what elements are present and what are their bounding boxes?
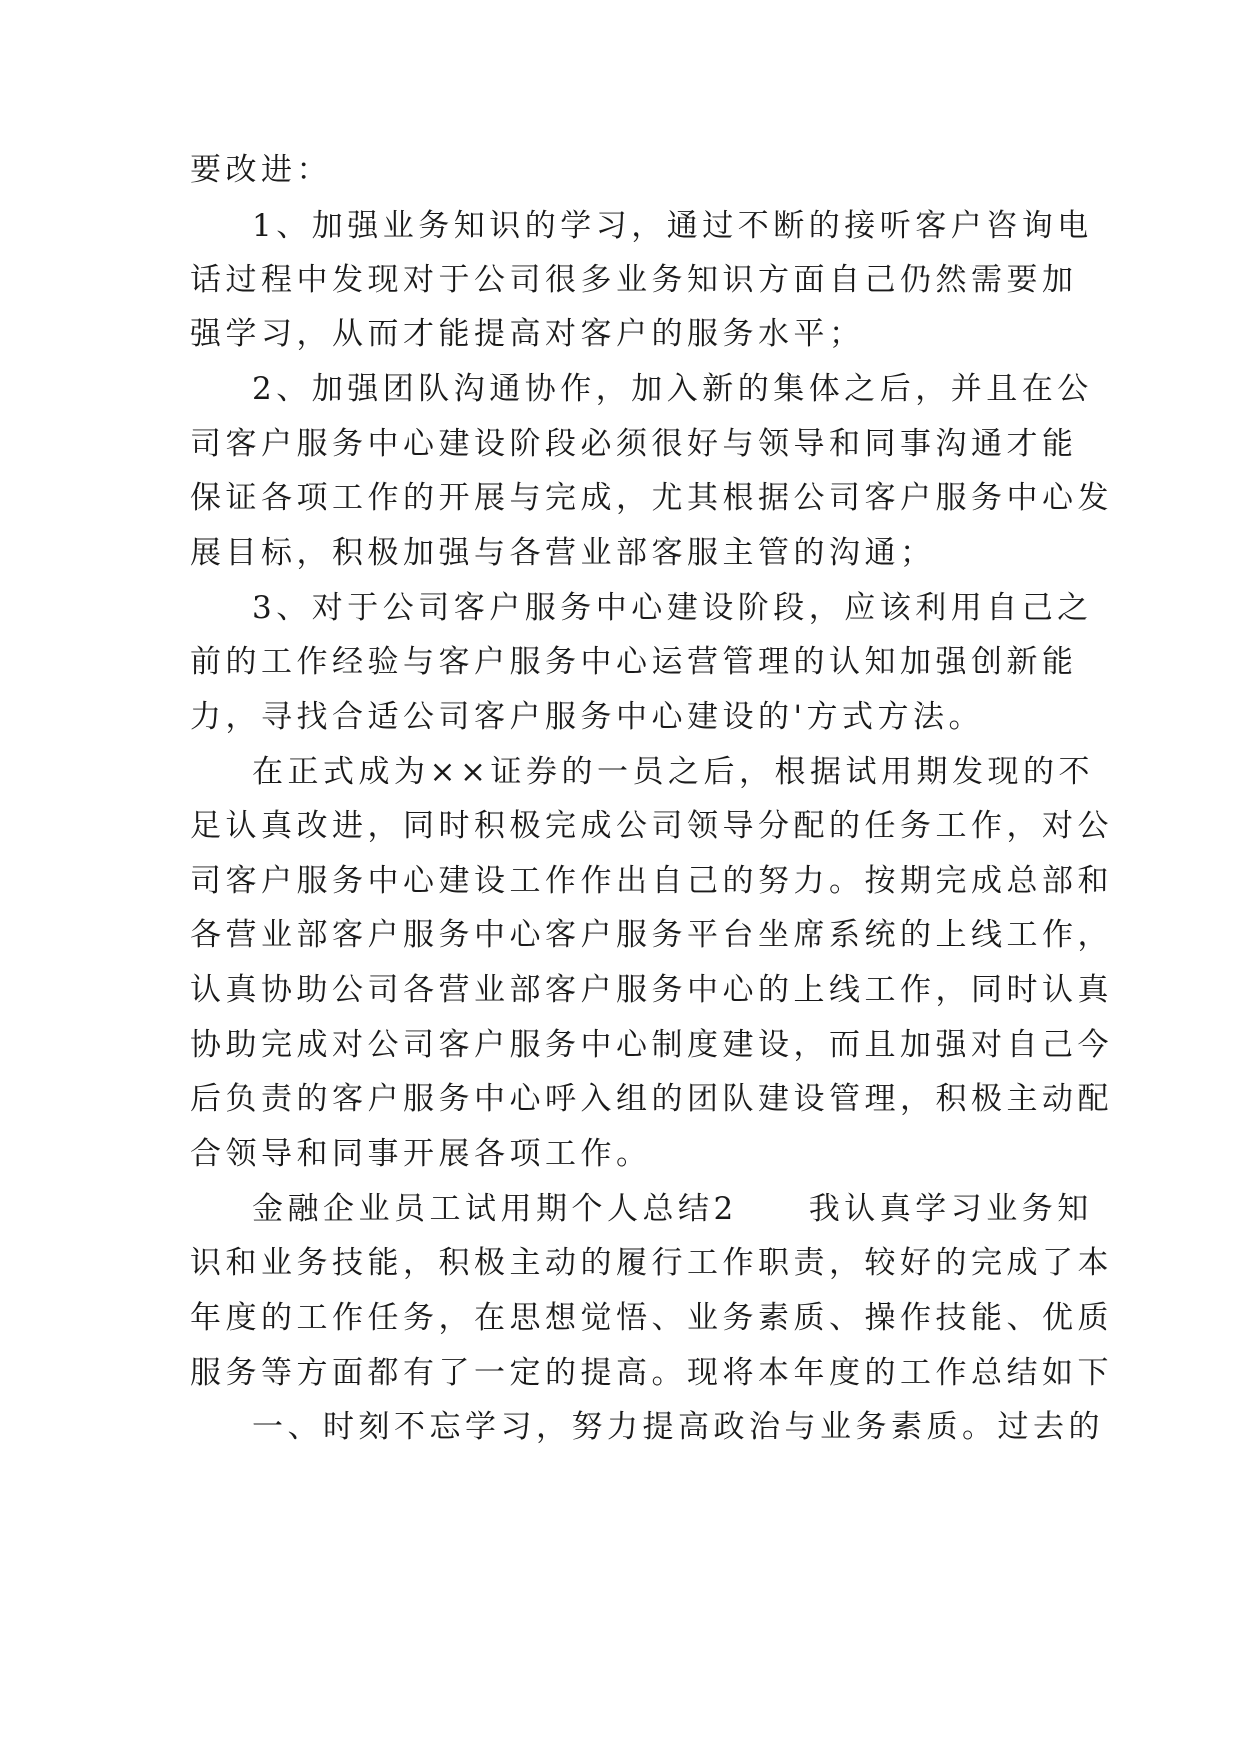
text-line: 强学习，从而才能提高对客户的服务水平； (190, 316, 865, 352)
text-line: 服务等方面都有了一定的提高。现将本年度的工作总结如下 (190, 1355, 1113, 1391)
text-line: 识和业务技能，积极主动的履行工作职责，较好的完成了本 (190, 1245, 1113, 1281)
text-line: 合领导和同事开展各项工作。 (190, 1136, 652, 1172)
text-line: 3、对于公司客户服务中心建设阶段，应该利用自己之 (252, 590, 1093, 626)
text-line: 年度的工作任务，在思想觉悟、业务素质、操作技能、优质 (190, 1300, 1113, 1336)
text-line: 一、时刻不忘学习，努力提高政治与业务素质。过去的 (252, 1409, 1104, 1445)
text-line: 各营业部客户服务中心客户服务平台坐席系统的上线工作， (190, 917, 1113, 953)
text-line: 展目标，积极加强与各营业部客服主管的沟通； (190, 535, 936, 571)
text-line: 司客户服务中心建设阶段必须很好与领导和同事沟通才能 (190, 426, 1078, 462)
text-line: 2、加强团队沟通协作，加入新的集体之后，并且在公 (252, 371, 1093, 407)
text-line: 话过程中发现对于公司很多业务知识方面自己仍然需要加 (190, 262, 1078, 298)
text-line: 协助完成对公司客户服务中心制度建设，而且加强对自己今 (190, 1027, 1113, 1063)
text-line: 足认真改进，同时积极完成公司领导分配的任务工作，对公 (190, 808, 1113, 844)
text-line: 金融企业员工试用期个人总结2 我认真学习业务知 (252, 1191, 1093, 1227)
text-line: 认真协助公司各营业部客户服务中心的上线工作，同时认真 (190, 972, 1113, 1008)
text-line: 要改进： (190, 152, 332, 188)
text-line: 力，寻找合适公司客户服务中心建设的'方式方法。 (190, 699, 985, 735)
text-line: 在正式成为××证券的一员之后，根据试用期发现的不 (252, 754, 1094, 790)
text-line: 后负责的客户服务中心呼入组的团队建设管理，积极主动配 (190, 1081, 1113, 1117)
text-line: 1、加强业务知识的学习，通过不断的接听客户咨询电 (252, 208, 1093, 244)
text-line: 前的工作经验与客户服务中心运营管理的认知加强创新能 (190, 644, 1078, 680)
text-line: 司客户服务中心建设工作作出自己的努力。按期完成总部和 (190, 863, 1113, 899)
text-line: 保证各项工作的开展与完成，尤其根据公司客户服务中心发 (190, 480, 1113, 516)
